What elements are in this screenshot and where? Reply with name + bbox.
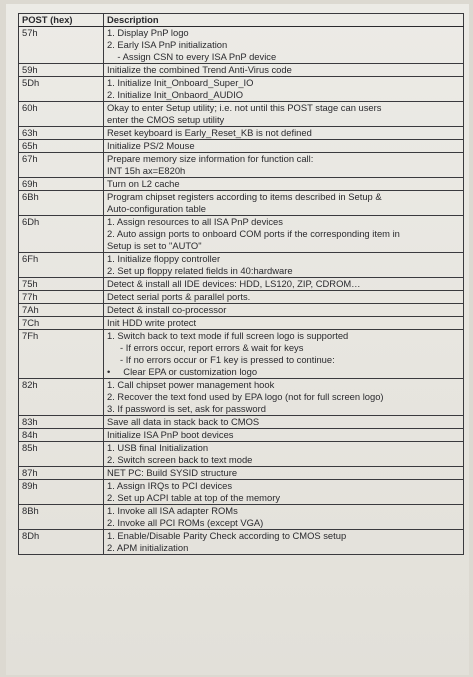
description-line: 1. Assign IRQs to PCI devices <box>107 480 233 491</box>
post-code-rows <box>19 27 464 555</box>
table-row <box>19 27 464 64</box>
description-line: NET PC: Build SYSID structure <box>107 467 238 478</box>
table-row <box>19 140 464 153</box>
post-code-cell: 5Dh <box>19 77 104 102</box>
document-page <box>6 4 469 675</box>
table-row <box>19 317 464 330</box>
description-line: 3. If password is set, ask for password <box>107 403 266 414</box>
description-cell <box>104 291 464 304</box>
description-line: Detect serial ports & parallel ports. <box>107 291 251 302</box>
description-line: Detect & install co-processor <box>107 304 227 315</box>
description-line: Setup is set to "AUTO" <box>107 240 202 251</box>
description-cell <box>104 140 464 153</box>
post-code-cell: 82h <box>19 379 104 416</box>
table-row <box>19 442 464 467</box>
table-row <box>19 304 464 317</box>
table-row <box>19 253 464 278</box>
post-code-cell: 87h <box>19 467 104 480</box>
description-cell <box>104 330 464 379</box>
description-cell <box>104 317 464 330</box>
post-code-cell: 77h <box>19 291 104 304</box>
description-line: Prepare memory size information for function call: <box>107 153 314 164</box>
description-cell <box>104 102 464 127</box>
description-cell <box>104 480 464 505</box>
description-line: 1. USB final Initialization <box>107 442 209 453</box>
description-line: 2. Recover the text fond used by EPA logo (not for full screen logo) <box>107 391 384 402</box>
description-line: - If no errors occur or F1 key is pressed to continue: <box>107 354 335 365</box>
description-line: • Clear EPA or customization logo <box>107 366 258 377</box>
table-row <box>19 480 464 505</box>
description-line: Init HDD write protect <box>107 317 197 328</box>
description-cell <box>104 27 464 64</box>
description-line: Initialize PS/2 Mouse <box>107 140 195 151</box>
column-header-post-hex: POST (hex) <box>19 14 104 27</box>
description-cell <box>104 253 464 278</box>
description-line: INT 15h ax=E820h <box>107 165 186 176</box>
description-cell <box>104 442 464 467</box>
table-row <box>19 278 464 291</box>
description-cell <box>104 216 464 253</box>
description-line: enter the CMOS setup utility <box>107 114 225 125</box>
description-line: - Assign CSN to every ISA PnP device <box>107 51 277 62</box>
description-line: 2. Initialize Init_Onbaord_AUDIO <box>107 89 244 100</box>
description-line: 1. Switch back to text mode if full screen logo is supported <box>107 330 349 341</box>
post-code-cell: 85h <box>19 442 104 467</box>
post-code-cell: 6Dh <box>19 216 104 253</box>
table-row <box>19 379 464 416</box>
description-cell <box>104 429 464 442</box>
description-cell <box>104 278 464 291</box>
description-cell <box>104 191 464 216</box>
post-code-cell: 84h <box>19 429 104 442</box>
column-header-description: Description <box>104 14 464 27</box>
post-code-cell: 57h <box>19 27 104 64</box>
post-code-cell: 7Fh <box>19 330 104 379</box>
description-line: Reset keyboard is Early_Reset_KB is not defined <box>107 127 312 138</box>
description-line: 1. Display PnP logo <box>107 27 189 38</box>
description-cell <box>104 178 464 191</box>
description-cell <box>104 530 464 555</box>
description-line: 1. Initialize floppy controller <box>107 253 221 264</box>
description-line: 1. Call chipset power management hook <box>107 379 275 390</box>
table-row <box>19 530 464 555</box>
table-row <box>19 467 464 480</box>
table-row <box>19 127 464 140</box>
post-code-cell: 6Bh <box>19 191 104 216</box>
description-line: Auto-configuration table <box>107 203 207 214</box>
table-row <box>19 216 464 253</box>
description-line: Initialize the combined Trend Anti-Virus code <box>107 64 292 75</box>
post-code-cell: 8Bh <box>19 505 104 530</box>
table-row <box>19 330 464 379</box>
description-line: Okay to enter Setup utility; i.e. not until this POST stage can users <box>107 102 382 113</box>
table-row <box>19 178 464 191</box>
post-code-cell: 60h <box>19 102 104 127</box>
description-line: Program chipset registers according to items described in Setup & <box>107 191 382 202</box>
table-row <box>19 416 464 429</box>
description-cell <box>104 64 464 77</box>
description-line: 2. Auto assign ports to onboard COM ports if the corresponding item in <box>107 228 400 239</box>
description-cell <box>104 127 464 140</box>
table-row <box>19 291 464 304</box>
post-code-cell: 67h <box>19 153 104 178</box>
post-code-table <box>18 13 464 555</box>
description-line: 2. Set up floppy related fields in 40:hardware <box>107 265 293 276</box>
description-line: 1. Invoke all ISA adapter ROMs <box>107 505 238 516</box>
table-row <box>19 77 464 102</box>
description-line: 1. Initialize Init_Onboard_Super_IO <box>107 77 254 88</box>
table-row <box>19 64 464 77</box>
table-row <box>19 191 464 216</box>
post-code-cell: 65h <box>19 140 104 153</box>
description-line: Detect & install all IDE devices: HDD, LS120, ZIP, CDROM… <box>107 278 361 289</box>
post-code-cell: 83h <box>19 416 104 429</box>
description-line: 2. Early ISA PnP initialization <box>107 39 228 50</box>
post-code-cell: 75h <box>19 278 104 291</box>
post-code-cell: 63h <box>19 127 104 140</box>
description-line: Initialize ISA PnP boot devices <box>107 429 234 440</box>
description-cell <box>104 304 464 317</box>
description-line: 2. Set up ACPI table at top of the memory <box>107 492 281 503</box>
table-row <box>19 102 464 127</box>
table-row <box>19 153 464 178</box>
description-line: 1. Enable/Disable Parity Check according to CMOS setup <box>107 530 347 541</box>
post-code-cell: 7Ah <box>19 304 104 317</box>
description-cell <box>104 77 464 102</box>
post-code-cell: 7Ch <box>19 317 104 330</box>
post-code-cell: 69h <box>19 178 104 191</box>
description-line: 2. Switch screen back to text mode <box>107 454 253 465</box>
description-cell <box>104 467 464 480</box>
description-line: 2. Invoke all PCI ROMs (except VGA) <box>107 517 264 528</box>
post-code-cell: 89h <box>19 480 104 505</box>
post-code-cell: 8Dh <box>19 530 104 555</box>
description-line: Turn on L2 cache <box>107 178 180 189</box>
description-cell <box>104 153 464 178</box>
description-line: 1. Assign resources to all ISA PnP devices <box>107 216 283 227</box>
description-line: Save all data in stack back to CMOS <box>107 416 260 427</box>
description-cell <box>104 379 464 416</box>
table-header-row <box>19 14 464 27</box>
table-row <box>19 505 464 530</box>
post-code-cell: 59h <box>19 64 104 77</box>
post-code-cell: 6Fh <box>19 253 104 278</box>
description-cell <box>104 505 464 530</box>
description-line: - If errors occur, report errors & wait for keys <box>107 342 304 353</box>
table-row <box>19 429 464 442</box>
description-cell <box>104 416 464 429</box>
description-line: 2. APM initialization <box>107 542 189 553</box>
